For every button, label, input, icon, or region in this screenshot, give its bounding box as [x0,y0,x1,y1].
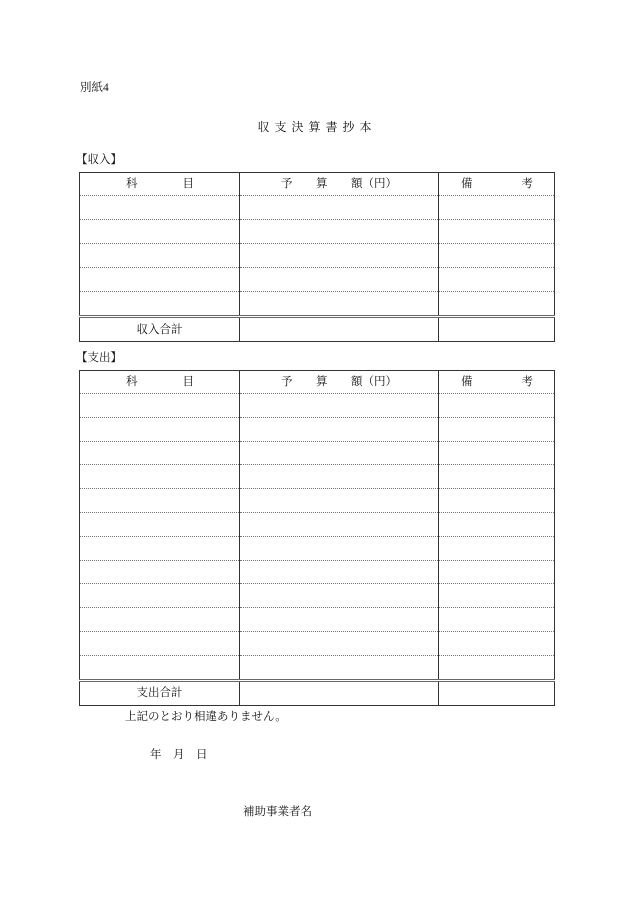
expense-total-row [80,680,555,705]
budget-cell [240,536,439,560]
budget-cell [240,292,439,317]
table-row [80,268,555,292]
remarks-cell [439,394,555,418]
remarks-cell [439,631,555,655]
budget-header-char: 算 [316,376,328,388]
expense-section-label: 【支出】 [76,352,122,364]
table-row [80,292,555,317]
budget-cell [240,268,439,292]
budget-cell [240,441,439,465]
expense-total-label [80,680,240,705]
budget-cell [240,417,439,441]
budget-cell [240,317,439,342]
remarks-cell [439,608,555,632]
remarks-header [439,173,555,196]
subject-cell [80,560,240,584]
remarks-cell [439,655,555,680]
table-row [80,536,555,560]
remarks-cell [439,317,555,342]
budget-cell [240,489,439,513]
budget-cell [240,220,439,244]
table-row [80,608,555,632]
remarks-cell [439,489,555,513]
budget-header-char: 額（円） [351,178,397,190]
table-row [80,196,555,220]
table-row [80,220,555,244]
subject-cell [80,417,240,441]
budget-header [240,371,439,394]
subject-cell [80,584,240,608]
document-title: 収 支 決 算 書 抄 本 [257,120,373,134]
income-total-row [80,317,555,342]
budget-cell [240,680,439,705]
subject-cell [80,536,240,560]
subject-cell [80,489,240,513]
budget-cell [240,244,439,268]
expense-total-text: 支出合計 [136,687,183,700]
recipient-name-label: 補助事業者名 [243,806,312,818]
subject-cell [80,394,240,418]
income-total-text: 収入合計 [136,323,183,336]
table-row [80,560,555,584]
remarks-cell [439,244,555,268]
table-row [80,584,555,608]
budget-cell [240,608,439,632]
date-line: 年 月 日 [150,749,208,761]
income-section-label: 【収入】 [76,154,122,166]
budget-cell [240,655,439,680]
table-row [80,512,555,536]
subject-cell [80,292,240,317]
table-row [80,441,555,465]
remarks-cell [439,584,555,608]
subject-header [80,371,240,394]
subject-cell [80,441,240,465]
budget-cell [240,465,439,489]
income-table [79,172,555,342]
remarks-cell [439,441,555,465]
budget-header-char: 額（円） [351,376,397,388]
remarks-cell [439,196,555,220]
budget-cell [240,631,439,655]
table-row [80,417,555,441]
subject-cell [80,268,240,292]
budget-cell [240,394,439,418]
remarks-cell [439,465,555,489]
budget-header-char: 予 [281,178,293,190]
attachment-label: 別紙4 [80,82,109,94]
remarks-cell [439,512,555,536]
subject-header [80,173,240,196]
table-row [80,655,555,680]
subject-cell [80,655,240,680]
budget-header-char: 予 [281,376,293,388]
table-row [80,489,555,513]
table-row [80,465,555,489]
remarks-header-char: 備 [461,376,473,388]
budget-cell [240,512,439,536]
budget-cell [240,560,439,584]
income-header-row [80,173,555,196]
remarks-cell [439,417,555,441]
subject-cell [80,465,240,489]
budget-cell [240,584,439,608]
remarks-cell [439,680,555,705]
subject-cell [80,196,240,220]
remarks-header [439,371,555,394]
remarks-header-char: 考 [521,376,533,388]
subject-cell [80,512,240,536]
table-row [80,394,555,418]
subject-cell [80,631,240,655]
subject-cell [80,244,240,268]
subject-header-char: 目 [182,376,194,388]
subject-cell [80,220,240,244]
expense-table [79,370,555,706]
remarks-header-char: 考 [521,178,533,190]
remarks-cell [439,292,555,317]
subject-header-char: 科 [126,376,138,388]
table-row [80,244,555,268]
remarks-header-char: 備 [461,178,473,190]
budget-cell [240,196,439,220]
budget-header [240,173,439,196]
subject-header-char: 科 [126,178,138,190]
budget-header-char: 算 [316,178,328,190]
table-row [80,631,555,655]
subject-cell [80,608,240,632]
certification-statement: 上記のとおり相違ありません。 [125,711,287,723]
remarks-cell [439,536,555,560]
remarks-cell [439,268,555,292]
expense-header-row [80,371,555,394]
remarks-cell [439,220,555,244]
remarks-cell [439,560,555,584]
subject-header-char: 目 [182,178,194,190]
income-total-label [80,317,240,342]
